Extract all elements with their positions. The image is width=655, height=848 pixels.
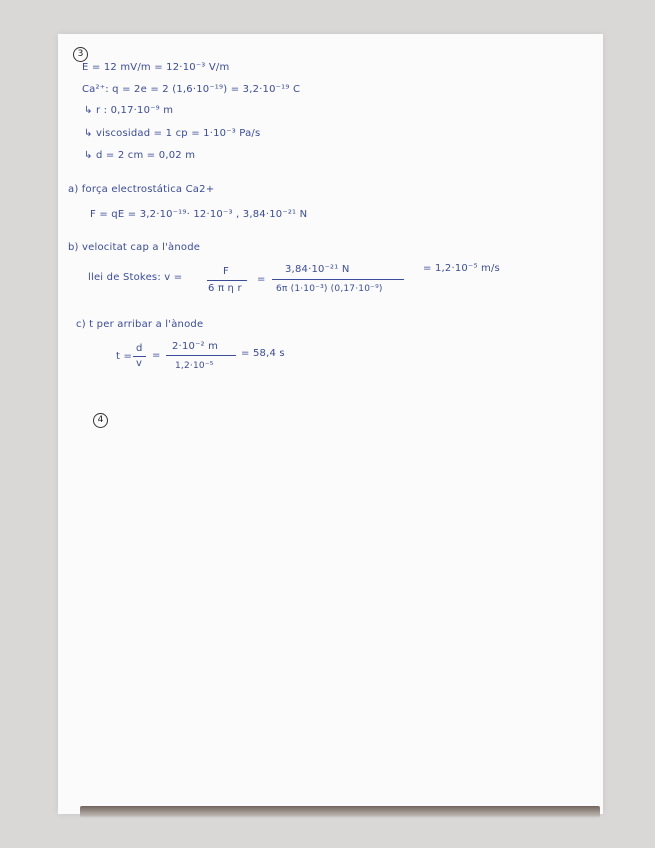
given-line-1: E = 12 mV/m = 12·10⁻³ V/m (82, 62, 230, 73)
part-b-frac1-num: F (223, 266, 229, 277)
part-a-equation: F = qE = 3,2·10⁻¹⁹· 12·10⁻³ , 3,84·10⁻²¹ N (90, 209, 308, 220)
part-c-frac2-den: 1,2·10⁻⁵ (175, 361, 214, 371)
part-c-lhs: t = (116, 351, 133, 362)
given-line-3: ↳ r : 0,17·10⁻⁹ m (84, 105, 174, 116)
given-line-4: ↳ viscosidad = 1 cp = 1·10⁻³ Pa/s (84, 128, 261, 139)
part-b-frac1-bar (207, 280, 247, 281)
problem-number-3: 3 (73, 47, 88, 62)
part-c-frac1-bar (133, 356, 146, 357)
part-b-result: = 1,2·10⁻⁵ m/s (423, 263, 500, 274)
part-c-result: = 58,4 s (241, 348, 285, 359)
part-b-frac1-den: 6 π η r (208, 283, 242, 294)
part-b-eq: = (257, 274, 266, 285)
part-b-frac2-num: 3,84·10⁻²¹ N (285, 264, 350, 275)
part-c-eq: = (152, 350, 161, 361)
part-c-frac2-num: 2·10⁻² m (172, 341, 219, 352)
part-b-frac2-bar (272, 279, 404, 280)
page-edge-shadow (80, 806, 600, 818)
part-c-frac1-num: d (136, 343, 143, 354)
part-b-frac2-den: 6π (1·10⁻³) (0,17·10⁻⁹) (276, 284, 383, 294)
given-line-2: Ca²⁺: q = 2e = 2 (1,6·10⁻¹⁹) = 3,2·10⁻¹⁹ C (82, 84, 301, 95)
part-b-label: b) velocitat cap a l'ànode (68, 242, 201, 253)
problem-number-4: 4 (93, 413, 108, 428)
part-c-label: c) t per arribar a l'ànode (76, 319, 204, 330)
part-a-label: a) força electrostática Ca2+ (68, 184, 215, 195)
part-c-frac2-bar (166, 355, 236, 356)
part-c-frac1-den: v (136, 358, 143, 369)
given-line-5: ↳ d = 2 cm = 0,02 m (84, 150, 196, 161)
part-b-law: llei de Stokes: v = (88, 272, 183, 283)
